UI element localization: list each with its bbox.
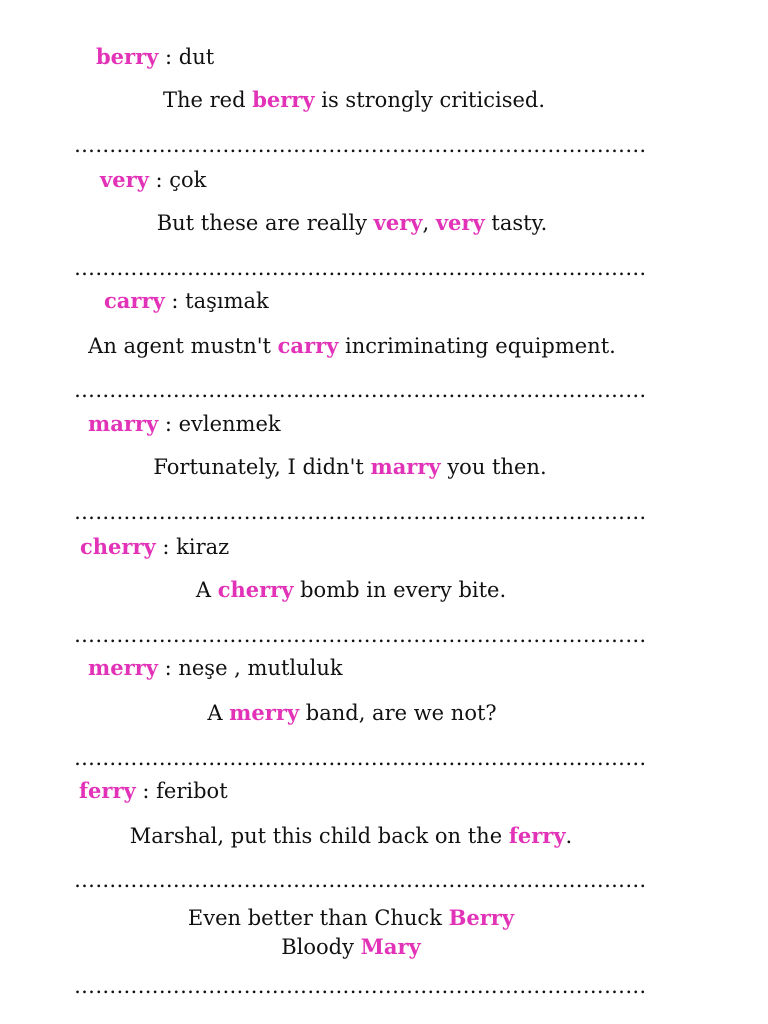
- dotted-separator: ………………………………………………………………………: [74, 133, 647, 157]
- highlighted-word: merry: [229, 700, 300, 725]
- entry-header-merry: [88, 655, 343, 680]
- example-sentence: [0, 454, 734, 479]
- sentence-text: But these are really: [156, 211, 374, 235]
- example-sentence: [0, 87, 738, 112]
- highlighted-word: ferry: [508, 823, 566, 848]
- dotted-separator: ………………………………………………………………………: [74, 868, 647, 892]
- entry-word: cherry: [80, 534, 156, 559]
- sentence-text: ,: [422, 211, 436, 235]
- entry-header-very: [100, 167, 206, 192]
- entry-header-carry: [104, 288, 269, 313]
- sentence-text: you then.: [440, 455, 547, 479]
- entry-header-cherry: [80, 534, 229, 559]
- dotted-separator: ………………………………………………………………………: [74, 623, 647, 647]
- footer-line: [0, 905, 735, 930]
- dotted-separator: ………………………………………………………………………: [74, 974, 647, 998]
- sentence-text: band, are we not?: [299, 701, 497, 725]
- sentence-text: .: [565, 824, 573, 848]
- entry-word: marry: [88, 411, 159, 436]
- sentence-text: A: [207, 701, 230, 725]
- entry-translation: : taşımak: [164, 289, 269, 313]
- highlighted-word: marry: [370, 454, 441, 479]
- example-sentence: [0, 700, 736, 725]
- entry-translation: : dut: [158, 45, 215, 69]
- example-sentence: [0, 577, 735, 602]
- entry-word: very: [100, 167, 149, 192]
- sentence-text: A: [195, 578, 218, 602]
- entry-translation: : kiraz: [155, 535, 230, 559]
- entry-word: carry: [104, 288, 165, 313]
- entry-translation: : feribot: [135, 779, 228, 803]
- highlighted-word: very: [435, 210, 485, 235]
- sentence-text: The red: [162, 88, 253, 112]
- sentence-text: is strongly criticised.: [314, 88, 546, 112]
- entry-word: ferry: [79, 778, 136, 803]
- entry-translation: : evlenmek: [158, 412, 281, 436]
- sentence-text: Marshal, put this child back on the: [129, 824, 509, 848]
- highlighted-word: berry: [252, 87, 315, 112]
- entry-header-berry: [96, 44, 214, 69]
- dotted-separator: ………………………………………………………………………: [74, 378, 647, 402]
- example-sentence: [0, 333, 736, 358]
- highlighted-word: Mary: [360, 934, 421, 959]
- sentence-text: Fortunately, I didn't: [153, 455, 371, 479]
- entry-translation: : neşe , mutluluk: [157, 656, 343, 680]
- entry-word: merry: [88, 655, 158, 680]
- sentence-text: Bloody: [281, 935, 361, 959]
- dotted-separator: ………………………………………………………………………: [74, 746, 647, 770]
- sentence-text: Even better than Chuck: [187, 906, 449, 930]
- highlighted-word: cherry: [217, 577, 294, 602]
- example-sentence: [0, 210, 736, 235]
- entry-header-ferry: [79, 778, 228, 803]
- entry-header-marry: [88, 411, 281, 436]
- highlighted-word: carry: [277, 333, 339, 358]
- highlighted-word: very: [373, 210, 423, 235]
- sentence-text: tasty.: [484, 211, 548, 235]
- sentence-text: incriminating equipment.: [338, 334, 616, 358]
- footer-line: [0, 934, 735, 959]
- example-sentence: [0, 823, 735, 848]
- entry-word: berry: [96, 44, 159, 69]
- sentence-text: bomb in every bite.: [293, 578, 507, 602]
- dotted-separator: ………………………………………………………………………: [74, 500, 647, 524]
- entry-translation: : çok: [148, 168, 207, 192]
- dotted-separator: ………………………………………………………………………: [74, 256, 647, 280]
- sentence-text: An agent mustn't: [88, 334, 278, 358]
- highlighted-word: Berry: [448, 905, 515, 930]
